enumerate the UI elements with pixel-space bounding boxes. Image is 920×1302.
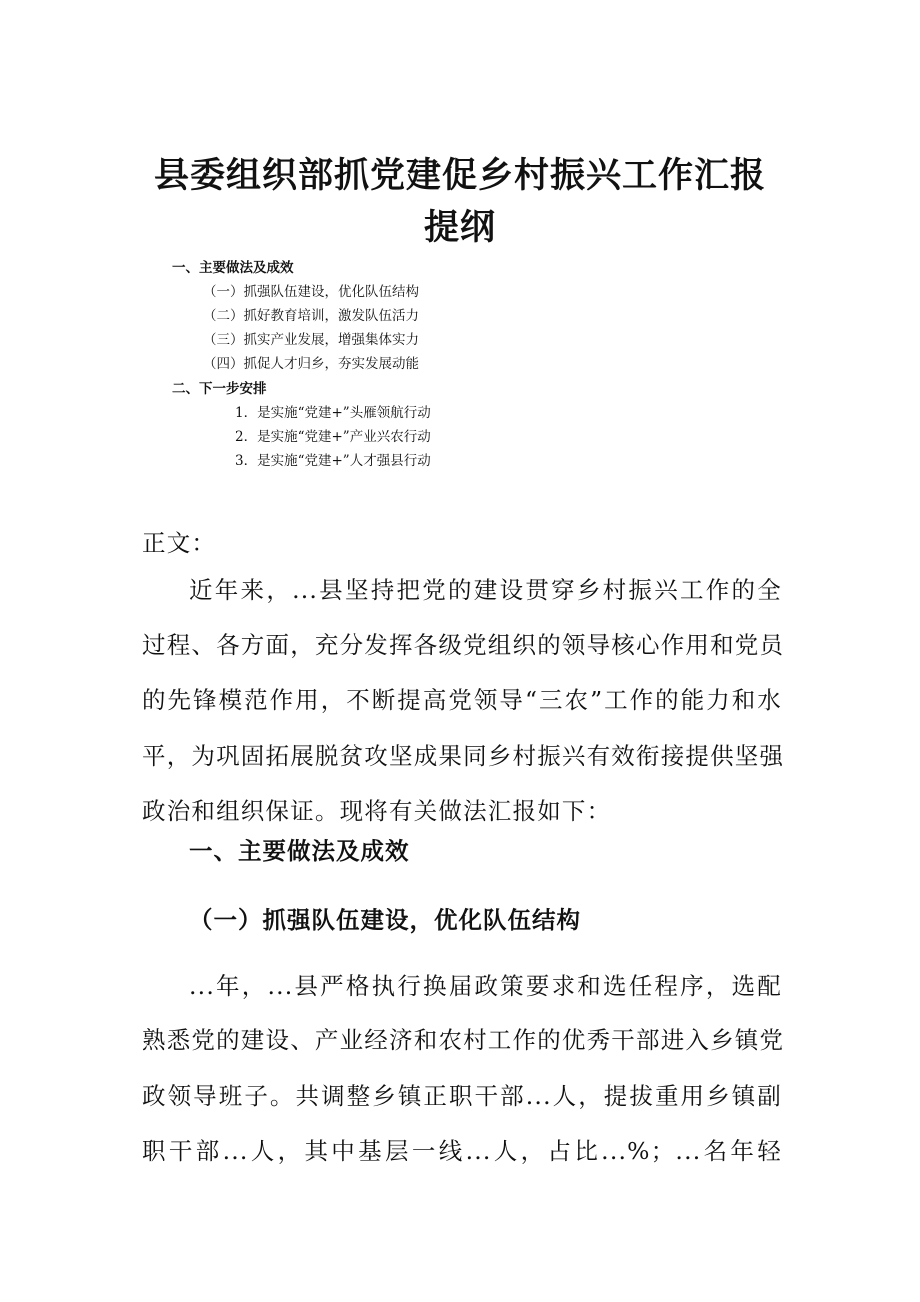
paragraph-line: ...年，...县严格执行换届政策要求和选任程序，选配 bbox=[189, 972, 782, 1000]
body-label: 正文： bbox=[142, 529, 217, 557]
paragraph-line: 熟悉党的建设、产业经济和农村工作的优秀干部进入乡镇党 bbox=[142, 1026, 785, 1054]
paragraph-line: 平，为巩固拓展脱贫攻坚成果同乡村振兴有效衔接提供坚强 bbox=[142, 742, 785, 770]
outline-item: （一）抓强队伍建设，优化队伍结构 bbox=[203, 284, 419, 300]
outline-section-1-heading: 一、主要做法及成效 bbox=[172, 260, 294, 276]
outline-item: 3．是实施“党建+”人才强县行动 bbox=[235, 453, 431, 469]
outline-section-2-heading: 二、下一步安排 bbox=[172, 381, 267, 397]
outline-item: （四）抓促人才归乡，夯实发展动能 bbox=[203, 356, 419, 372]
document-title-line-2: 提纲 bbox=[423, 208, 496, 248]
paragraph-line: 的先锋模范作用，不断提高党领导“三农”工作的能力和水 bbox=[142, 686, 782, 714]
paragraph-line: 过程、各方面，充分发挥各级党组织的领导核心作用和党员 bbox=[142, 631, 785, 659]
outline-item: （三）抓实产业发展，增强集体实力 bbox=[203, 332, 419, 348]
paragraph-line: 职干部...人，其中基层一线...人，占比...%；...名年轻 bbox=[142, 1137, 782, 1165]
outline-item: 2．是实施“党建+”产业兴农行动 bbox=[235, 429, 431, 445]
subsection-heading: （一）抓强队伍建设，优化队伍结构 bbox=[189, 906, 581, 934]
paragraph-line: 政领导班子。共调整乡镇正职干部...人，提拔重用乡镇副 bbox=[142, 1082, 782, 1110]
section-heading: 一、主要做法及成效 bbox=[189, 837, 410, 865]
outline-item: 1．是实施“党建+”头雁领航行动 bbox=[235, 405, 431, 421]
paragraph-line: 政治和组织保证。现将有关做法汇报如下： bbox=[142, 797, 612, 825]
document-title-line-1: 县委组织部抓党建促乡村振兴工作汇报 bbox=[153, 156, 766, 196]
paragraph-line: 近年来，...县坚持把党的建设贯穿乡村振兴工作的全 bbox=[189, 576, 782, 604]
outline-item: （二）抓好教育培训，激发队伍活力 bbox=[203, 308, 419, 324]
